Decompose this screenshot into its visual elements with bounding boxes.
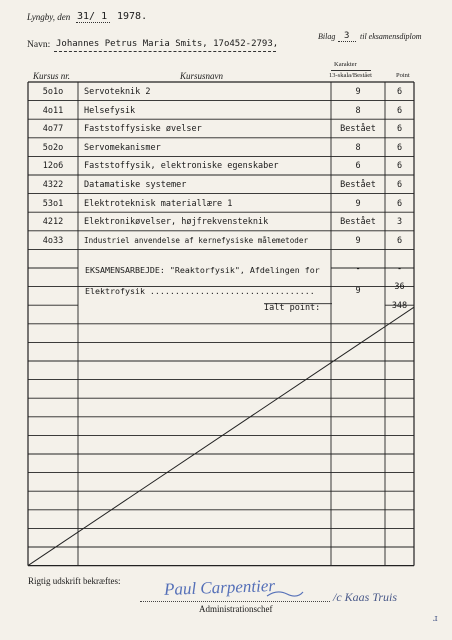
course-points: 6 xyxy=(396,87,403,97)
total-value: 348 xyxy=(391,300,408,311)
course-points: 6 xyxy=(396,180,403,190)
course-points: 6 xyxy=(396,198,403,209)
points-header: Point xyxy=(396,72,410,79)
exam-project-line1-points: - xyxy=(396,263,403,274)
date-year: 1978. xyxy=(117,11,148,22)
exam-project-points: 36 xyxy=(394,282,405,293)
course-grade: 8 xyxy=(355,105,361,116)
signature-role: Administrationschef xyxy=(199,604,273,614)
course-number: 4o77 xyxy=(42,124,64,135)
course-number: 4o33 xyxy=(42,235,64,246)
course-grade: Bestået xyxy=(340,217,376,228)
course-points: 6 xyxy=(396,124,403,135)
course-grade: 8 xyxy=(355,142,361,153)
course-name: Datamatiske systemer xyxy=(84,180,187,190)
course-name: Elektroteknisk materiallære 1 xyxy=(84,198,233,209)
signature-line xyxy=(140,601,330,602)
course-number: 5o1o xyxy=(42,87,64,97)
course-name: Industriel anvendelse af kernefysiske målemetoder xyxy=(84,235,309,245)
course-grade: 9 xyxy=(355,87,361,97)
course-grade: 6 xyxy=(355,161,361,172)
course-no-header: Kursus nr. xyxy=(33,71,71,81)
course-name: Faststoffysik, elektroniske egenskaber xyxy=(84,161,279,172)
course-number: 4322 xyxy=(42,180,64,190)
course-name-header: Kursusnavn xyxy=(180,71,224,81)
course-points: 6 xyxy=(396,161,403,172)
exam-project-grade: 9 xyxy=(355,286,361,297)
course-name: Faststoffysiske øvelser xyxy=(84,124,202,135)
signature-handwritten: Paul Carpentier xyxy=(163,576,276,599)
course-grade: Bestået xyxy=(340,124,376,135)
exam-project-line1-grade: - xyxy=(355,263,361,274)
place-date-label: Lyngby, den xyxy=(27,12,71,22)
appendix-label: Bilag xyxy=(318,32,336,41)
appendix-suffix: til eksamensdiplom xyxy=(360,32,422,41)
course-number: 53o1 xyxy=(42,198,64,209)
course-number: 12o6 xyxy=(42,161,64,172)
certification-text: Rigtig udskrift bekræftes: xyxy=(28,576,121,586)
course-points: 6 xyxy=(396,142,403,153)
grade-header-top: Karakter xyxy=(334,61,357,68)
date-day-month: 31/ 1 xyxy=(77,11,108,22)
course-grade: 9 xyxy=(355,198,361,209)
grade-header-bottom: 13-skala/Bestået xyxy=(329,72,372,79)
course-points: 6 xyxy=(396,105,403,116)
corner-mark: ɹ xyxy=(433,614,438,624)
course-points: 6 xyxy=(396,235,403,246)
appendix-number: 3 xyxy=(344,31,350,41)
signature-flourish xyxy=(265,587,305,601)
course-grade: Bestået xyxy=(340,180,376,190)
course-name: Servoteknik 2 xyxy=(84,87,151,97)
course-name: Servomekanismer xyxy=(84,142,161,153)
name-label: Navn: xyxy=(27,40,51,50)
course-points: 3 xyxy=(396,217,403,228)
course-grade: 9 xyxy=(355,235,361,246)
course-number: 5o2o xyxy=(42,142,64,153)
total-label: Ialt point: xyxy=(264,302,321,313)
course-name: Helsefysik xyxy=(84,105,136,116)
exam-project-line1: EKSAMENSARBEJDE: "Reaktorfysik", Afdelingen for xyxy=(85,264,320,275)
exam-project-line2: Elektrofysik ................................. xyxy=(85,286,315,297)
co-signature-handwritten: /c Kaas Truis xyxy=(333,590,398,604)
course-number: 4212 xyxy=(42,217,64,228)
name-value: Johannes Petrus Maria Smits, 17o452-2793, xyxy=(56,39,279,49)
course-name: Elektronikøvelser, højfrekvensteknik xyxy=(84,217,269,228)
course-number: 4o11 xyxy=(42,105,64,116)
